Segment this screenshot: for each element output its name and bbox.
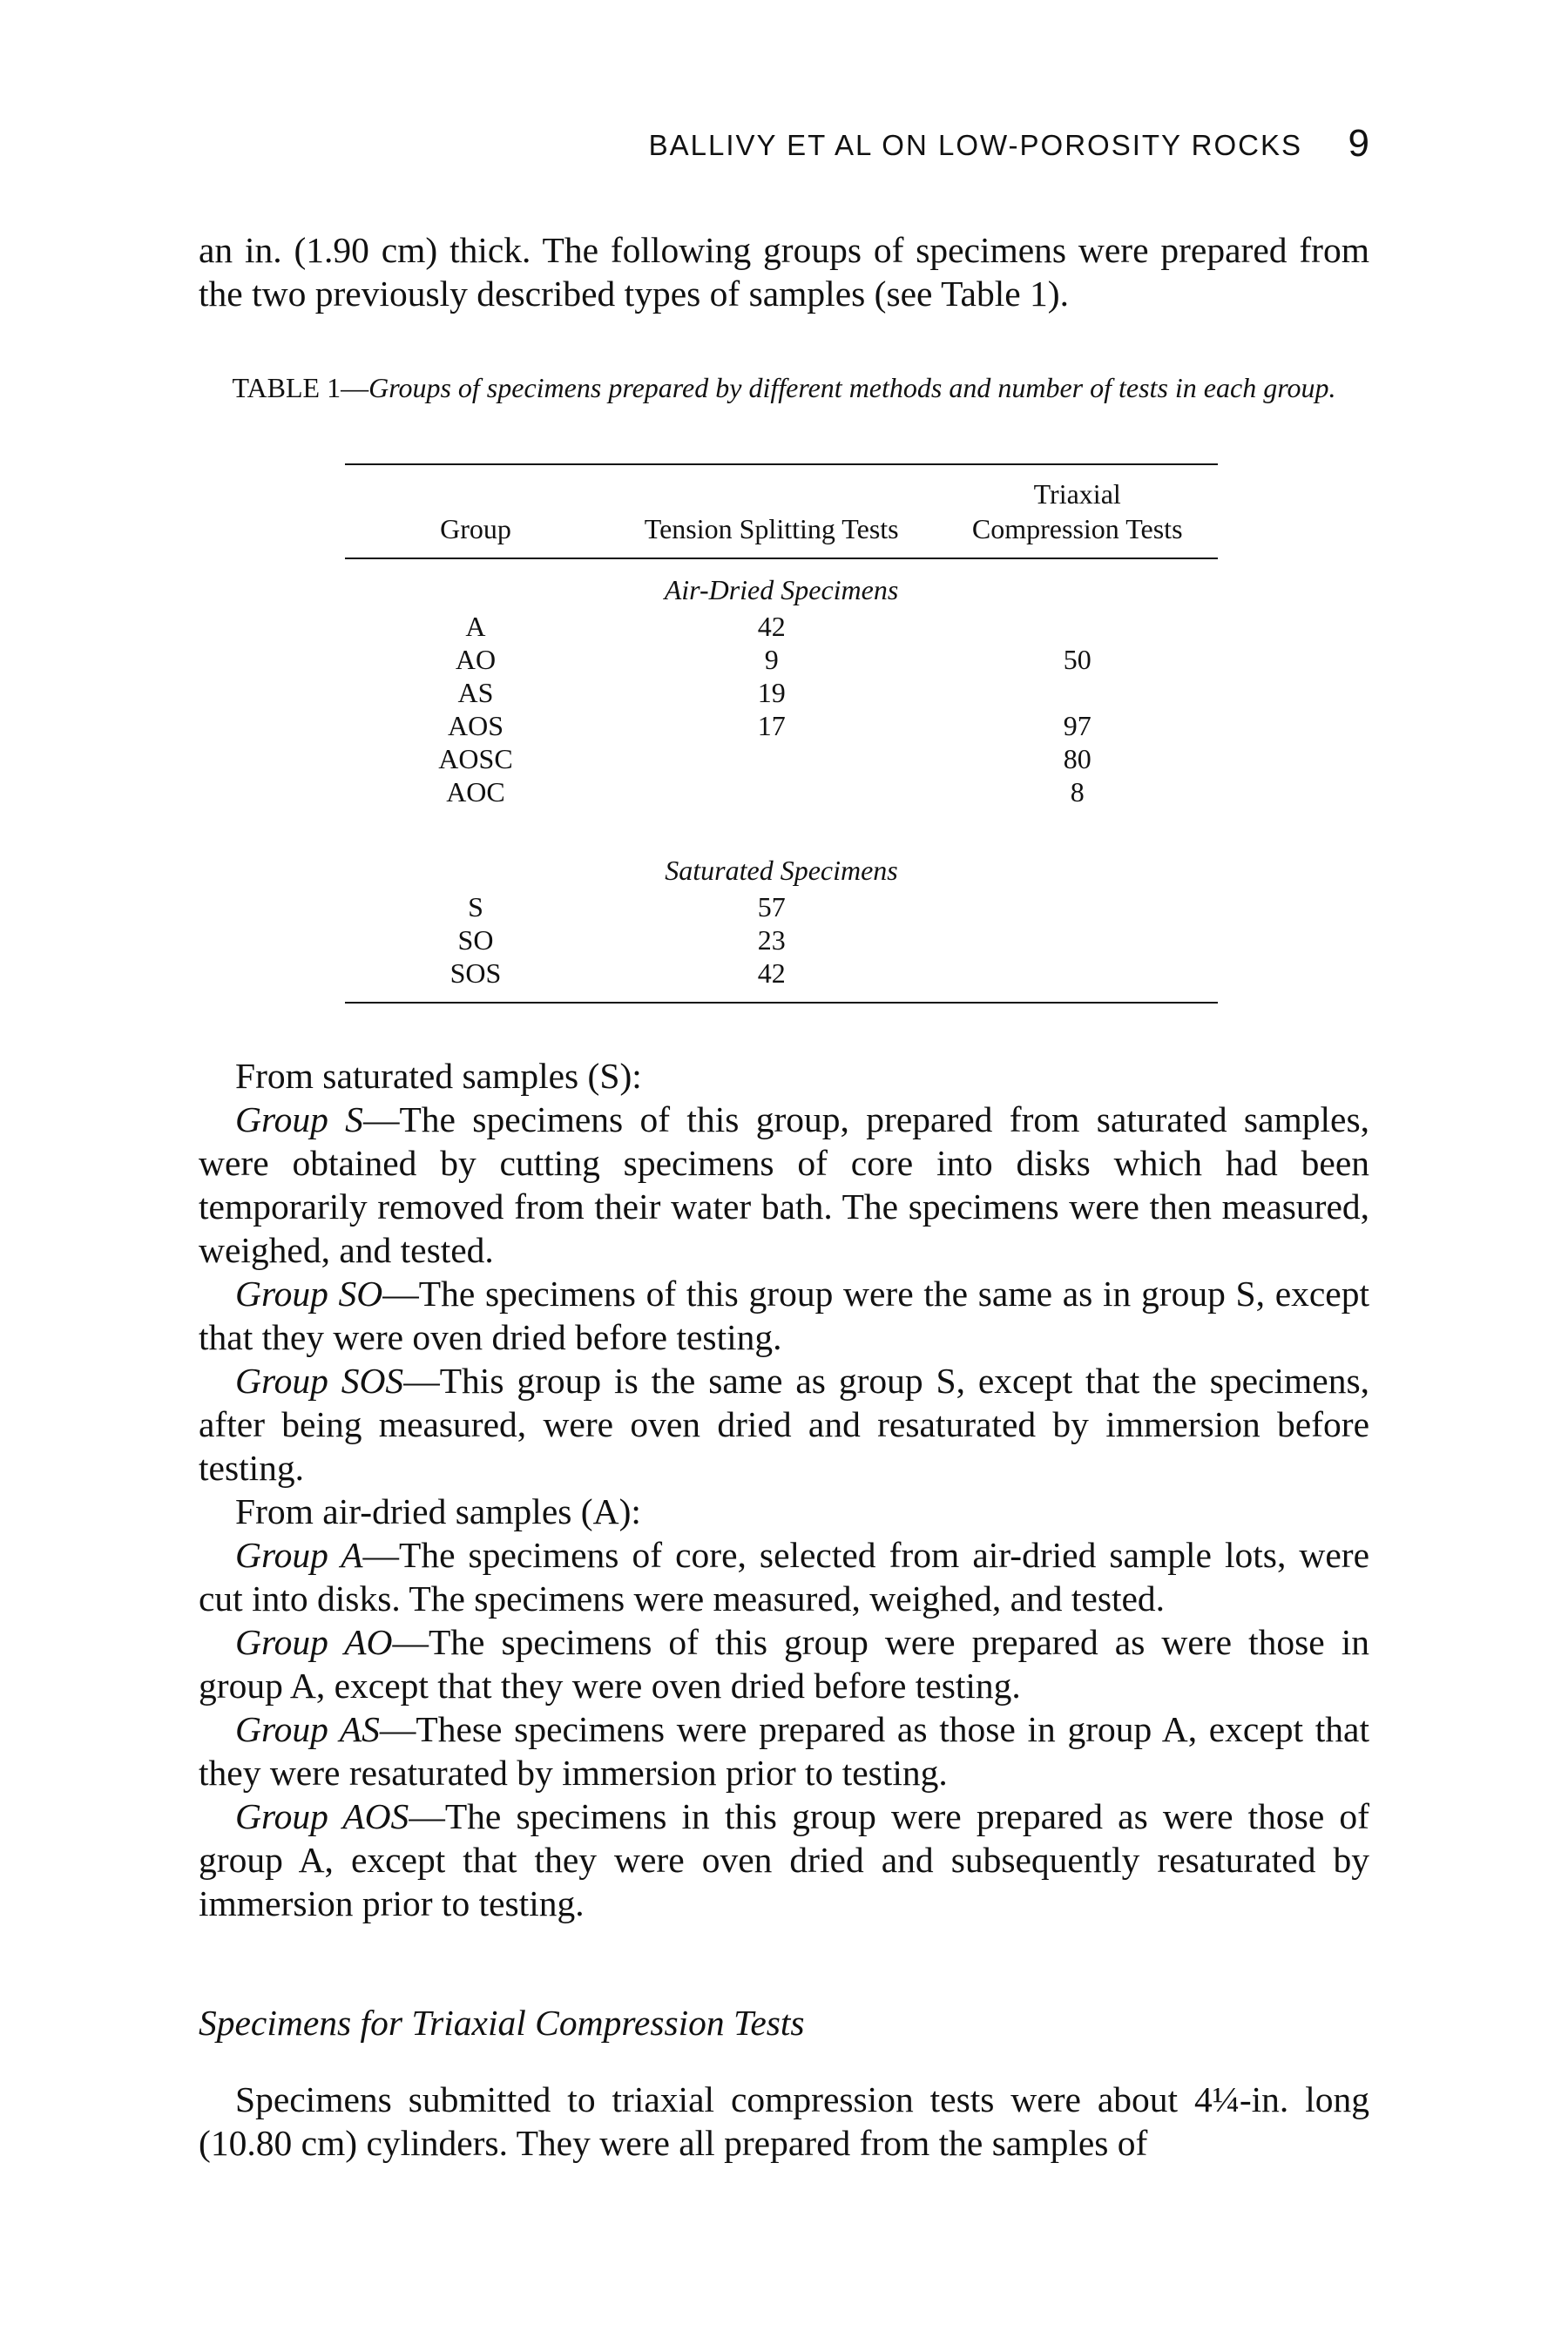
paragraph-label: Group AOS	[235, 1796, 409, 1836]
cell-triaxial	[936, 610, 1218, 643]
final-text: Specimens submitted to triaxial compression tests were about 4¼-in. long (10.80 cm) cylinders. They were all prepared from the samples of	[199, 2079, 1369, 2163]
table-row	[345, 676, 1218, 709]
cell-triaxial	[936, 956, 1218, 1003]
cell-group: AOS	[447, 710, 504, 741]
page-header	[0, 122, 1568, 174]
group-descriptions	[199, 1054, 1369, 1925]
paragraph	[199, 1707, 1369, 1794]
cell-triaxial: 50	[1063, 644, 1092, 675]
paragraph	[199, 1533, 1369, 1620]
cell-triaxial: 8	[1070, 776, 1085, 808]
table-row	[345, 742, 1218, 775]
paragraph-label: Group AO	[235, 1622, 393, 1662]
cell-group: A	[465, 611, 486, 642]
cell-triaxial	[936, 890, 1218, 923]
cell-tension: 42	[757, 611, 786, 642]
page-number: 9	[1348, 122, 1369, 165]
table-row	[345, 775, 1218, 808]
cell-group: SOS	[345, 956, 606, 1003]
paragraph	[199, 1620, 1369, 1707]
paragraph-text: —The specimens of core, selected from air-dried sample lots, were cut into disks. The specimens were measured, weighed, and tested.	[199, 1535, 1369, 1619]
cell-triaxial	[936, 923, 1218, 956]
paragraph	[199, 1490, 1369, 1533]
cell-tension	[606, 775, 936, 808]
table-row	[345, 923, 1218, 956]
cell-triaxial: 97	[1063, 710, 1092, 741]
section-spacer	[345, 808, 1218, 840]
table-header-cell	[345, 464, 606, 511]
specimen-groups-table	[345, 463, 1218, 1004]
paragraph-text: From saturated samples (S):	[235, 1056, 642, 1096]
paragraph-label: Group S	[235, 1099, 363, 1139]
table-row	[345, 709, 1218, 742]
cell-tension: 19	[757, 677, 786, 708]
paragraph-text: —The specimens in this group were prepared as were those of group A, except that they were oven dried and subsequently resaturated by immersion prior to testing.	[199, 1796, 1369, 1923]
column-header-group: Group	[345, 511, 606, 558]
cell-group: AS	[457, 677, 494, 708]
table-row	[345, 610, 1218, 643]
cell-triaxial: 80	[1063, 743, 1092, 774]
paragraph	[199, 1098, 1369, 1272]
cell-tension	[606, 742, 936, 775]
column-header-triaxial-line1: Triaxial	[936, 464, 1218, 511]
cell-tension: 23	[757, 924, 786, 956]
column-header-triaxial-line2: Compression Tests	[936, 511, 1218, 558]
table-caption	[0, 371, 1568, 404]
paragraph	[199, 1054, 1369, 1098]
cell-group: SO	[457, 924, 494, 956]
intro-paragraph	[199, 228, 1369, 315]
table-title: Groups of specimens prepared by different methods and number of tests in each group.	[368, 372, 1336, 403]
cell-tension: 42	[606, 956, 936, 1003]
paragraph	[199, 1359, 1369, 1490]
paragraph-label: Group AS	[235, 1709, 380, 1749]
cell-tension: 17	[757, 710, 786, 741]
paragraph-text: —This group is the same as group S, except that the specimens, after being measured, were oven dried and resaturated by immersion before testing.	[199, 1361, 1369, 1488]
table-row	[345, 956, 1218, 1003]
section-title-saturated: Saturated Specimens	[665, 855, 898, 886]
table-header-cell	[606, 464, 936, 511]
table-row	[345, 643, 1218, 676]
paragraph-label: Group SO	[235, 1274, 383, 1314]
paragraph-text: From air-dried samples (A):	[235, 1491, 641, 1531]
cell-triaxial	[936, 676, 1218, 709]
cell-group: AO	[455, 644, 497, 675]
paragraph-text: —The specimens of this group were prepared as were those in group A, except that they were oven dried before testing.	[199, 1622, 1369, 1706]
paragraph	[199, 1794, 1369, 1925]
cell-tension: 9	[764, 644, 779, 675]
paragraph-label: Group SOS	[235, 1361, 404, 1401]
paragraph	[199, 1272, 1369, 1359]
paragraph-text: —The specimens of this group were the same as in group S, except that they were oven dried before testing.	[199, 1274, 1369, 1357]
paragraph-text: —These specimens were prepared as those in group A, except that they were resaturated by immersion prior to testing.	[199, 1709, 1369, 1793]
intro-text: an in. (1.90 cm) thick. The following groups of specimens were prepared from the two previously described types of samples (see Table 1).	[199, 230, 1369, 314]
column-header-tension: Tension Splitting Tests	[606, 511, 936, 558]
cell-group: S	[468, 891, 483, 923]
running-title: BALLIVY ET AL ON LOW-POROSITY ROCKS	[648, 129, 1302, 161]
cell-tension: 57	[757, 891, 786, 923]
cell-group: AOC	[446, 776, 505, 808]
table-label: TABLE 1—	[232, 372, 369, 403]
table-row	[345, 890, 1218, 923]
cell-group: AOSC	[438, 743, 513, 774]
final-paragraph	[199, 2078, 1369, 2165]
paragraph-text: —The specimens of this group, prepared from saturated samples, were obtained by cutting specimens of core into disks which had been temporarily removed from their water bath. The specimens were then measured, weighed, and tested.	[199, 1099, 1369, 1270]
section-title-air-dried: Air-Dried Specimens	[664, 574, 899, 605]
section-subheading: Specimens for Triaxial Compression Tests	[199, 2003, 805, 2043]
paragraph-label: Group A	[235, 1535, 363, 1575]
